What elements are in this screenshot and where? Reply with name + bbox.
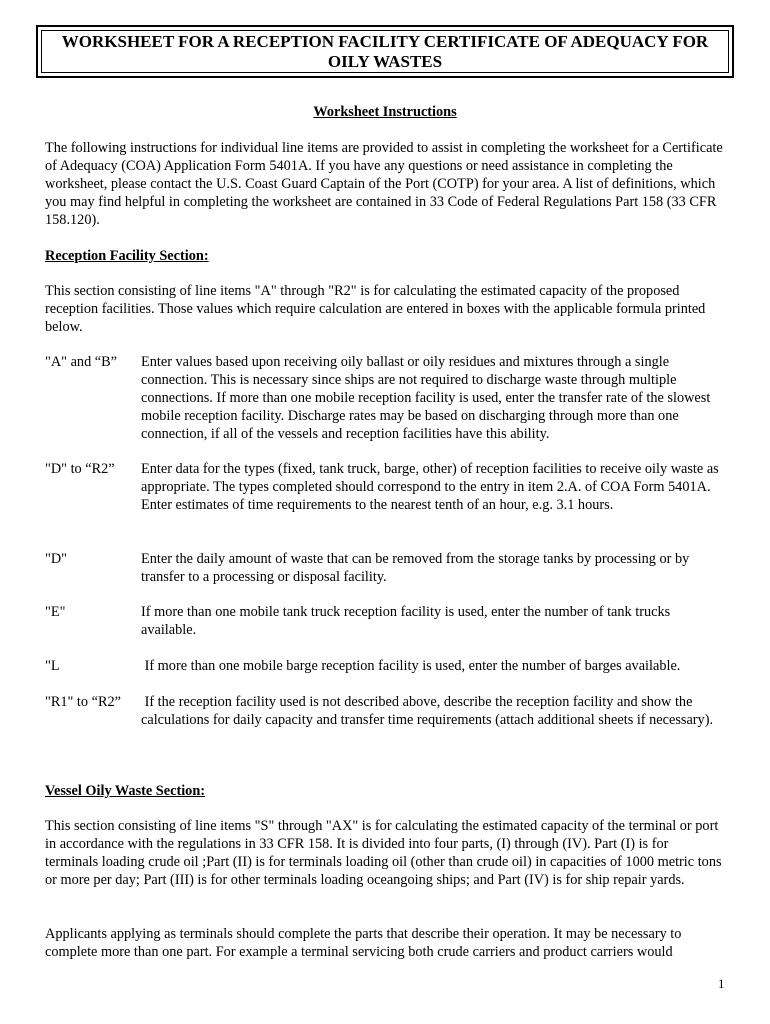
title-box [36, 25, 734, 78]
reception-section-heading [45, 247, 209, 265]
reception-heading-text: Reception Facility Section [45, 248, 204, 264]
item-text: If more than one mobile barge reception facility is used, enter the number of barges available. [141, 658, 681, 674]
vessel-section-paragraph-2: Applicants applying as terminals should complete the parts that describe their operation. It may be necessary to complete more than one part. For example a terminal servicing both crude carriers and product carriers would [45, 926, 682, 960]
document-title [41, 30, 729, 73]
title-line-1: WORKSHEET FOR A RECEPTION FACILITY CERTIFICATE OF ADEQUACY FOR [61, 31, 709, 51]
item-text: If more than one mobile tank truck reception facility is used, enter the number of tank trucks available. [141, 604, 671, 638]
item-label: "L [45, 658, 60, 674]
item-text: If the reception facility used is not described above, describe the reception facility and show the calculations for daily capacity and transfer time requirements (attach additional sheets if necessary). [141, 694, 714, 728]
page-number: 1 [718, 976, 725, 991]
reception-section-intro: This section consisting of line items "A" through "R2" is for calculating the estimated capacity of the proposed reception facilities. Those values which require calculation are entered in boxes with the applicable formula printed below. [45, 283, 706, 335]
item-label: "D" to “R2” [45, 461, 115, 477]
vessel-section-heading: Vessel Oily Waste Section: [45, 783, 206, 799]
vessel-section-paragraph: This section consisting of line items "S" through "AX" is for calculating the estimated capacity of the terminal or port in accordance with the regulations in 33 CFR 158. It is divided into four parts, (I) through (IV). Part (I) is for terminals loading crude oil ;Part (II) is for terminals loading oil (other than crude oil) in capacities of 1000 metric tons or more per day; Part (III) is for other terminals loading oceangoing ships; and Part (IV) is for ship repair yards. [45, 818, 722, 888]
item-text: Enter values based upon receiving oily ballast or oily residues and mixtures through a single connection. This is necessary since ships are not required to discharge waste through multiple connections. If more than one mobile reception facility is used, enter the transfer rate of the slowest mobile reception facility. Discharge rates may be based on discharging through more than one connection, if all of the vessels and reception facilities have this ability. [141, 354, 711, 442]
instructions-heading: Worksheet Instructions [313, 104, 457, 120]
item-label: "R1" to “R2” [45, 694, 122, 710]
intro-paragraph: The following instructions for individual line items are provided to assist in completing the worksheet for a Certificate of Adequacy (COA) Application Form 5401A. If you have any questions or need assistance in completing the worksheet, please contact the U.S. Coast Guard Captain of the Port (COTP) for your area. A list of definitions, which you may find helpful in completing the worksheet are contained in 33 Code of Federal Regulations Part 158 (33 CFR 158.120). [45, 140, 723, 228]
item-label: "A" and “B” [45, 354, 118, 370]
item-text: Enter the daily amount of waste that can be removed from the storage tanks by processing or by transfer to a processing or disposal facility. [141, 551, 690, 585]
item-text: Enter data for the types (fixed, tank truck, barge, other) of reception facilities to receive oily waste as appropriate. The types completed should correspond to the entry in item 2.A. of COA Form 5401A. Enter estimates of time requirements to the nearest tenth of an hour, e.g. 3.1 hours. [141, 461, 719, 513]
item-label: "E" [45, 604, 66, 620]
title-line-2: OILY WASTES [327, 51, 443, 71]
reception-heading-colon: : [203, 248, 209, 264]
item-label: "D" [45, 551, 67, 567]
